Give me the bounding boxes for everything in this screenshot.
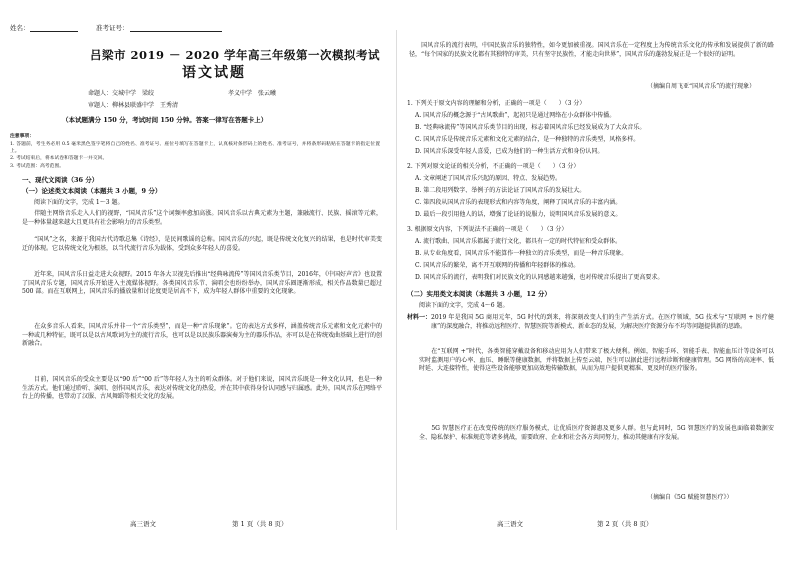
question-1-option-b[interactable]: B. “经典咏流传”等国风音乐类节目的出现，标志着国风音乐已经发展成为了大众音乐。 [415,124,646,131]
footer-subject: 高三语文 [130,520,156,528]
passage1-para: 在众多音乐人看来，国风音乐并非一个“音乐类型”，而是一种“音乐现象”。它的表达方式多样，涵盖传统音乐元素和文化元素中的一种或几种特征，既可以是以古风歌词为主的流行音乐，也可以是以民族乐器演奏为主的器乐作品，亦可以是在传统戏曲基础上进行的创新融合。 [22,323,383,348]
sub2-heading: （二）实用类文本阅读（本题共 3 小题，12 分） [407,290,551,298]
exam-no-blank[interactable] [130,31,222,32]
source-1: （摘编自周飞亚“国风音乐”的流行现象） [647,83,756,90]
question-2-option-d[interactable]: D. 最后一段引用他人的话，增强了论证的说服力，说明国风音乐发展的意义。 [415,211,622,218]
note-3: 3. 考试范围：高考范围。 [10,164,65,169]
scoring-info: （本试题满分 150 分，考试时间 150 分钟。答案一律写在答题卡上） [62,116,268,124]
question-3-option-b[interactable]: B. 从专业角度看，国风音乐不能算作一种独立的音乐类型，而是一种音乐现象。 [415,250,628,257]
exam-subject: 语文试题 [182,65,246,81]
source-2: （摘编自《5G 赋能智慧医疗》） [647,494,733,501]
reviewer: 审题人：柳林县联盛中学 王秀清 [88,102,179,109]
question-1-option-d[interactable]: D. 国风音乐深受年轻人喜爱，已成为他们的一种生活方式和身份认同。 [415,148,604,155]
exam-no-label: 准考证号： [96,24,129,32]
footer-subject: 高三语文 [497,520,523,528]
question-1-stem: 1. 下列关于原文内容的理解和分析，正确的一项是（ ）（3 分） [407,100,586,107]
material-1-para: 2019 年是我国 5G 商用元年，5G 时代的到来，将深刻改变人们的生产生活方式。在医疗领域，5G 技术与“互联网 + 医疗健康”的深度融合，将推动远程医疗、智慧医院等新模式、新业态的发展，为解决医疗资源分布不均等问题提供新的思路。 [431,314,774,330]
notes-heading: 注意事项： [10,133,34,139]
part1-heading: 一、现代文阅读（36 分） [22,176,99,184]
exam-title: 吕梁市 2019 － 2020 学年高三年级第一次模拟考试 [90,48,381,62]
setter-school: 孝义中学 张云曦 [228,90,277,97]
footer-page: 第 2 页（共 8 页） [597,520,653,528]
passage1-conclusion: 国风音乐的流行表明，中国民族音乐的独特性，如今更加被重视。国风音乐在一定程度上为传统音乐文化的传承和发展提供了新的路径，“每个国家的民族文化都有其独特的审美，只有坚守民族性，才能走向世界”，国风音乐的蓬勃发展正是一个很好的证明。 [409,42,774,58]
note-1: 1. 答题前，考生务必用 0.5 毫米黑色签字笔将自己的姓名、准考证号、座位号填写在答题卡上，认真核对条形码上的姓名、准考证号，并将条形码粘贴在答题卡的指定位置上。 [10,142,380,154]
question-2-option-c[interactable]: C. 第四段从国风音乐的表现形式和内容等角度，阐释了国风音乐的丰富内涵。 [415,199,622,206]
sub1-heading: （一）论述类文本阅读（本题共 3 小题，9 分） [22,187,162,195]
passage1-para: 目前，国风音乐的受众主要是以“90 后”“00 后”等年轻人为主的听众群体。对于他们来说，国风音乐既是一种文化认同，也是一种生活方式。他们通过聆听、演唱、创作国风音乐，表达对传统文化的热爱，并在其中获得身份认同感与归属感。此外，国风音乐在网络平台上的传播，也带动了汉服、古风舞蹈等相关文化的发展。 [22,376,383,401]
passage1-para: “国风”之名，来源于我国古代诗歌总集《诗经》，是民间歌谣的总称。国风音乐的兴起，既是传统文化复兴的结果，也是时代审美变迁的体现。它以传统文化为根基，以当代流行音乐为载体，受到众多年轻人的喜爱。 [22,236,382,252]
passage1-para: 近年来，国风音乐日益走进大众视野。2015 年各大卫视先后推出“经典咏流传”等国风音乐类节目，2016年，《中国好声音》也设置了国风音乐专题，国风音乐开始进入主流媒体视野。各类国风音乐节、演唱会也纷纷举办，国风音乐圈逐渐形成，相关作品数量已超过 500 部。而在互联网上，国风音乐的播放量和讨论度更是居高不下，成为年轻人群体中重要的文化现象。 [22,271,382,296]
material-1-para: 在“互联网 +”时代，各类智能穿戴设备和移动应用为人们带来了极大便利。例如，智能手环、智能手表、智能血压计等设备可以实时监测用户的心率、血压、睡眠等健康数据，并将数据上传至云端，医生可以据此进行远程诊断和健康管理。5G 网络的高速率、低时延、大连接特性，使得这些设备能够更加高效地传输数据，从而为用户提供更精准、更及时的医疗服务。 [419,348,774,373]
note-2: 2. 考试结束后，将本试卷和答题卡一并交回。 [10,156,108,161]
instruction-2: 阅读下面的文字，完成 4～6 题。 [419,302,509,309]
question-2-option-a[interactable]: A. 文章阐述了国风音乐兴起的原因、特点、发展趋势。 [415,175,562,182]
name-blank[interactable] [30,31,78,32]
setter: 命题人：交城中学 梁皎 [88,90,155,97]
question-3-stem: 3. 根据原文内容，下列说法不正确的一项是（ ）（3 分） [407,226,568,233]
page-2 [397,0,794,561]
question-1-option-c[interactable]: C. 国风音乐是传统音乐元素和文化元素的结合，是一种独特的音乐类型，风格多样。 [415,136,640,143]
passage1-para: 伴随主网络音乐走入人们的视野，“国风音乐”这个词频率愈加高涨。国风音乐以古典元素为主题，兼融流行、民族、摇滚等元素，是一种体量越来越大且更具有社会影响力的音乐类型。 [22,210,382,226]
question-2-option-b[interactable]: B. 第二段用列数字、举例子的方法论证了国风音乐的发展壮大。 [415,187,586,194]
question-3-option-a[interactable]: A. 流行歌曲、国风音乐都属于流行文化，都具有一定的时代特征和受众群体。 [415,238,622,245]
question-1-option-a[interactable]: A. 国风音乐的概念源于“古风歌曲”，起初只是通过网络在小众群体中传播。 [415,112,616,119]
footer-page: 第 1 页（共 8 页） [232,520,288,528]
material-1-para: 5G 智慧医疗正在改变传统的医疗服务模式，让优质医疗资源惠及更多人群。但与此同时，5G 智慧医疗的发展也面临着数据安全、隐私保护、标准规范等诸多挑战，需要政府、企业和社会各方共同努力，推动其健康有序发展。 [419,425,774,441]
name-label: 姓名： [10,24,30,32]
question-3-option-c[interactable]: C. 国风音乐的繁荣，离不开互联网的传播和年轻群体的推动。 [415,262,580,269]
question-3-option-d[interactable]: D. 国风音乐的流行，表明我们对民族文化的认同感越来越强，也对传统音乐提出了更高要求。 [415,274,664,281]
question-2-stem: 2. 下列对原文论证的相关分析，不正确的一项是（ ）（3 分） [407,163,580,170]
instruction-1: 阅读下面的文字，完成 1～3 题。 [34,199,124,206]
material-1-label: 材料一： [407,314,432,321]
